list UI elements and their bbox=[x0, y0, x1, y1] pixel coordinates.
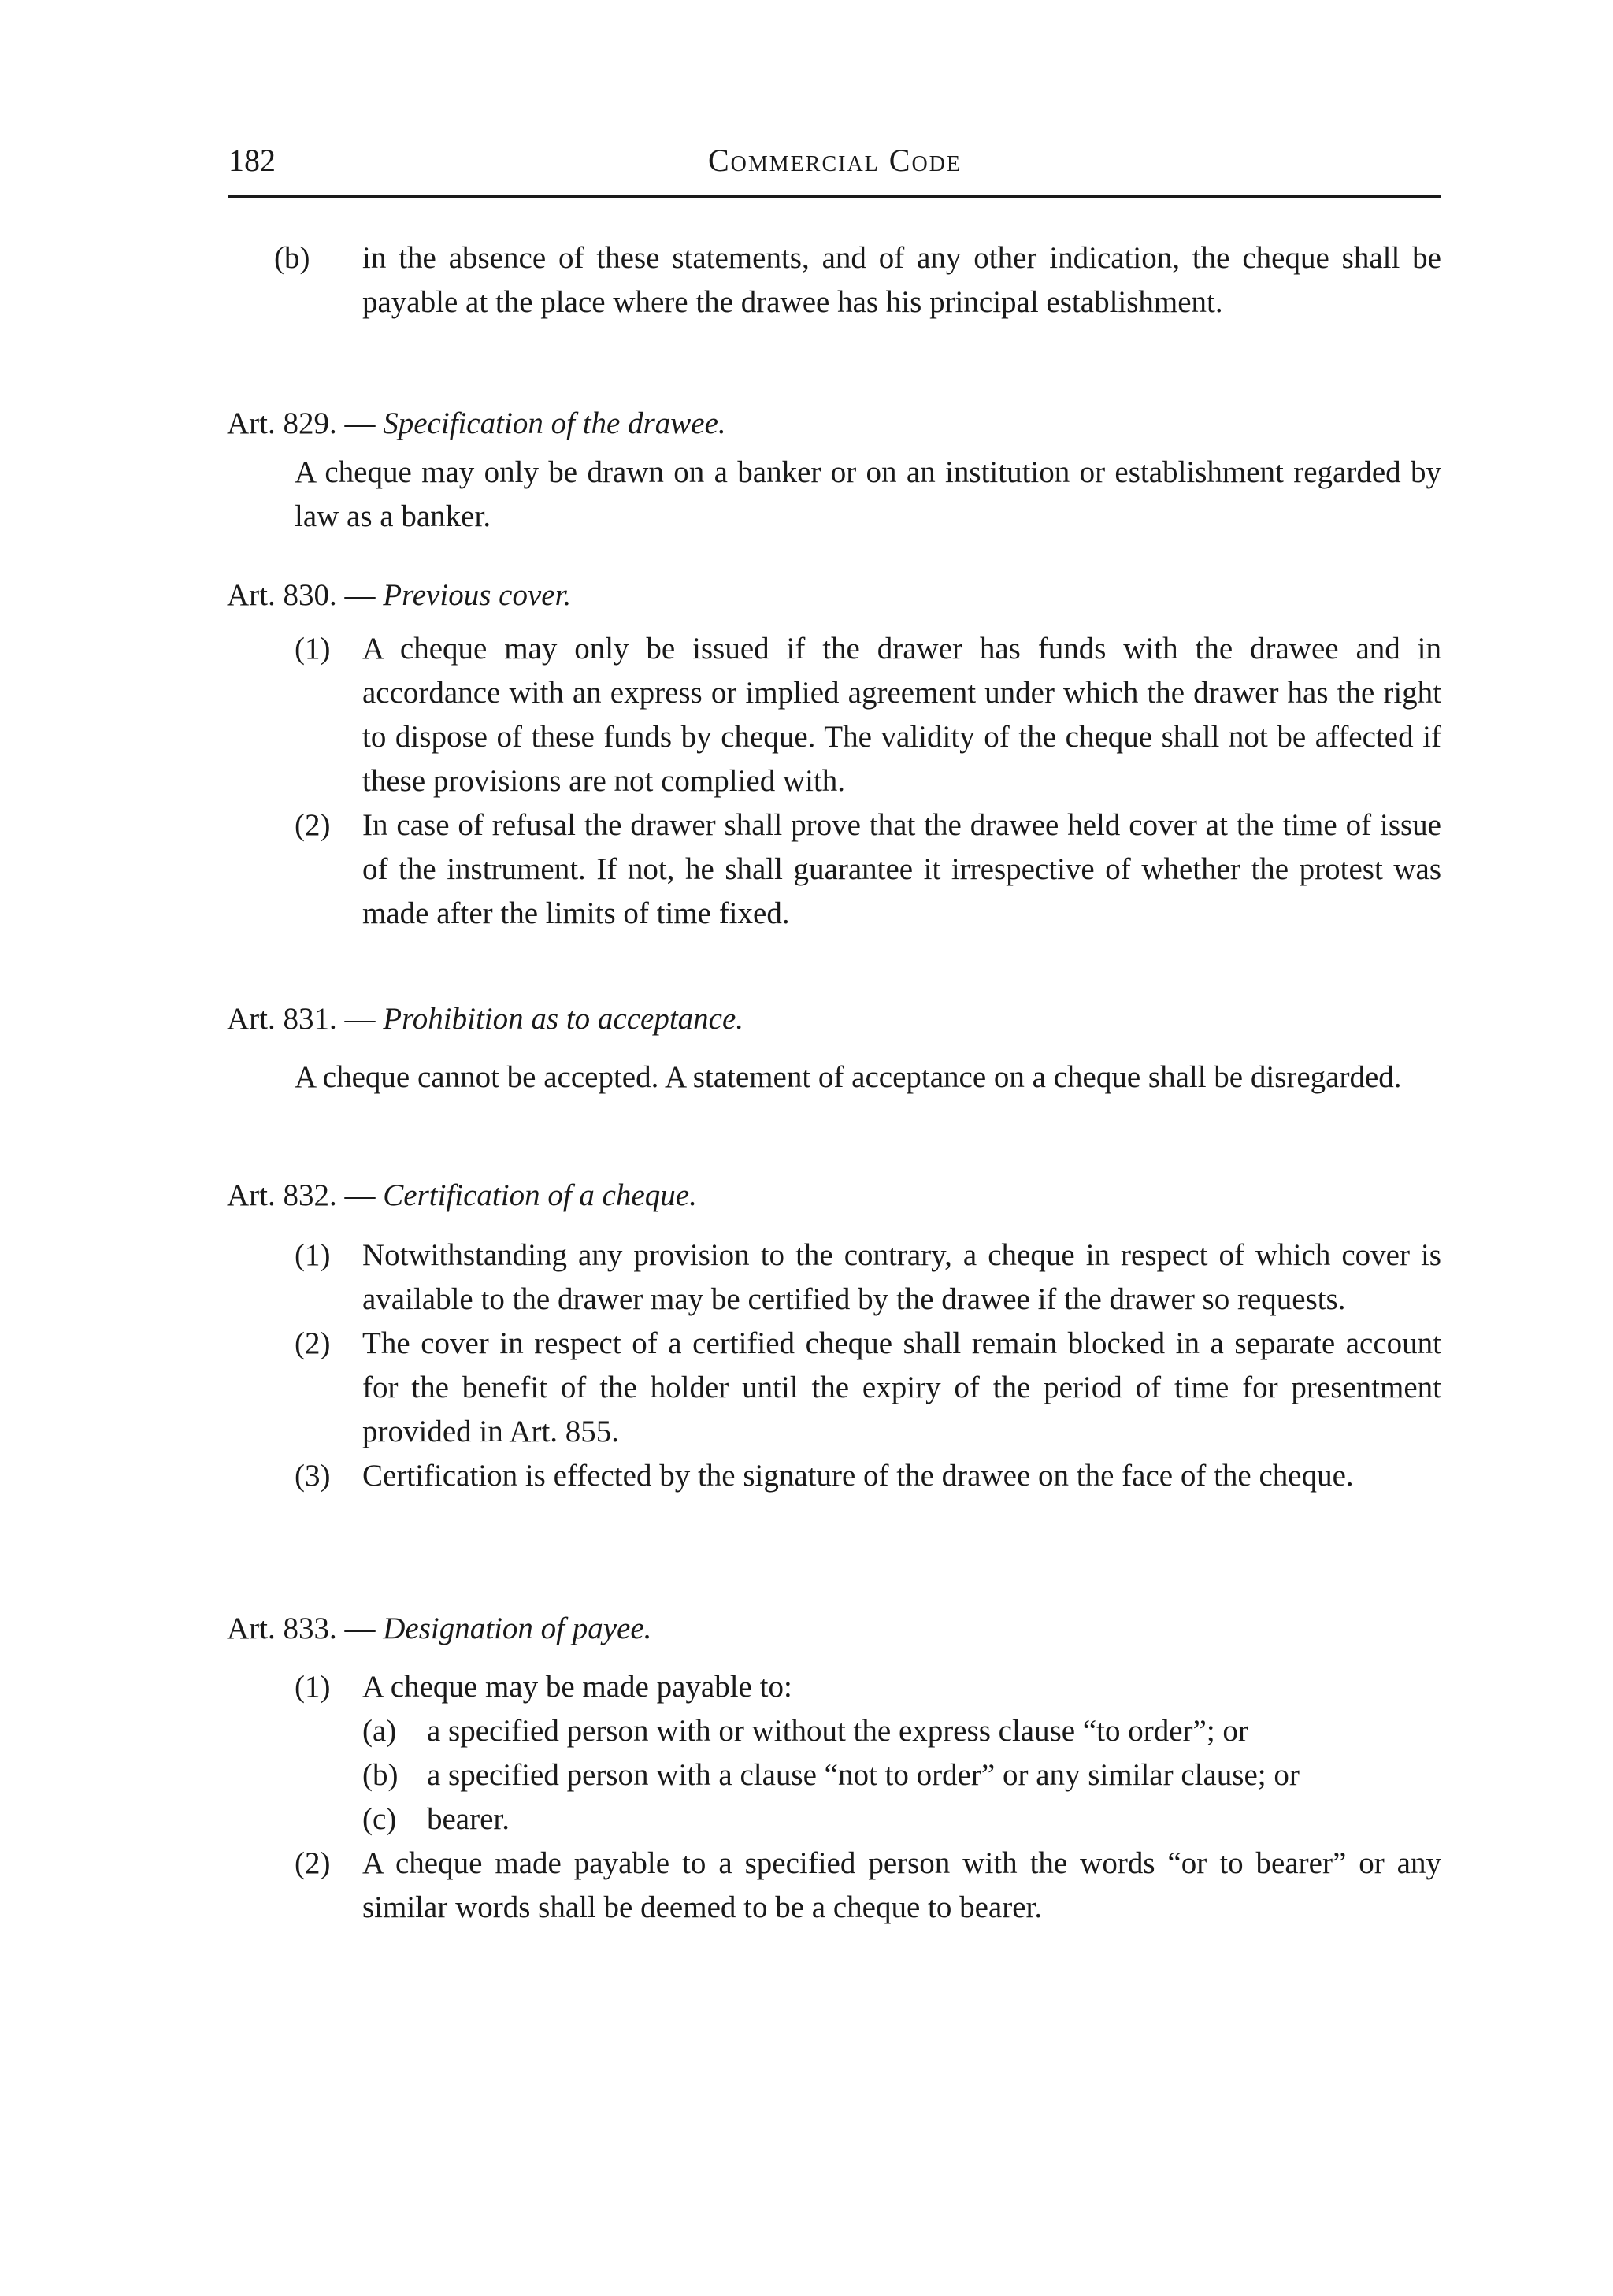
article-number: Art. 831. bbox=[227, 1002, 337, 1036]
article-heading-833 bbox=[227, 1607, 651, 1651]
list-item bbox=[295, 1665, 1441, 1842]
article-heading-831 bbox=[227, 997, 743, 1041]
item-text: A cheque made payable to a specified person with the words “or to bearer” or any similar words shall be deemed to be a cheque to bearer. bbox=[362, 1846, 1441, 1924]
list-item bbox=[295, 1842, 1441, 1930]
item-marker: (2) bbox=[295, 1326, 331, 1360]
article-title: Prohibition as to acceptance. bbox=[383, 1002, 744, 1036]
list-item bbox=[295, 1322, 1441, 1454]
sub-list-item bbox=[362, 1797, 1441, 1842]
article-heading-830 bbox=[227, 573, 571, 618]
sub-list-item bbox=[362, 1753, 1441, 1797]
item-marker: (1) bbox=[295, 632, 331, 666]
article-dash: — bbox=[344, 1612, 376, 1645]
article-title: Certification of a cheque. bbox=[383, 1178, 697, 1212]
article-heading-832 bbox=[227, 1174, 697, 1218]
item-marker: (2) bbox=[295, 1846, 331, 1880]
item-text: In case of refusal the drawer shall prove that the drawee held cover at the time of issue of the instrument. If not, he shall guarantee it irrespective of whether the protest was made after the limits of time fixed. bbox=[362, 808, 1441, 930]
article-number: Art. 832. bbox=[227, 1178, 337, 1212]
intro-item bbox=[274, 236, 1441, 325]
list-item bbox=[295, 1233, 1441, 1322]
item-text: A cheque may be made payable to: bbox=[362, 1670, 792, 1704]
list-item bbox=[295, 627, 1441, 803]
article-title: Specification of the drawee. bbox=[383, 406, 726, 440]
sub-item-text: bearer. bbox=[427, 1802, 510, 1836]
item-text: Notwithstanding any provision to the contrary, a cheque in respect of which cover is available to the drawer may be certified by the drawee if the drawer so requests. bbox=[362, 1238, 1441, 1316]
article-dash: — bbox=[344, 406, 376, 440]
sub-list bbox=[362, 1709, 1441, 1842]
item-marker: (1) bbox=[295, 1670, 331, 1704]
article-title: Previous cover. bbox=[383, 578, 572, 612]
header-rule bbox=[228, 195, 1441, 198]
item-marker: (b) bbox=[274, 241, 310, 275]
sub-item-marker: (a) bbox=[362, 1714, 397, 1748]
article-body-831: A cheque cannot be accepted. A statement of acceptance on a cheque shall be disregarded. bbox=[295, 1060, 1402, 1094]
sub-item-marker: (c) bbox=[362, 1802, 397, 1836]
item-text: A cheque may only be issued if the drawer has funds with the drawee and in accordance with an express or implied agreement under which the drawer has the right to dispose of these funds by cheque. The validity of the cheque shall not be affected if these provisions are not complied with. bbox=[362, 632, 1441, 798]
article-dash: — bbox=[344, 1178, 376, 1212]
list-item bbox=[295, 803, 1441, 936]
item-marker: (1) bbox=[295, 1238, 331, 1272]
sub-item-marker: (b) bbox=[362, 1758, 399, 1792]
article-items-832 bbox=[295, 1233, 1441, 1498]
list-item bbox=[295, 1454, 1441, 1498]
article-body-829: A cheque may only be drawn on a banker or on an institution or establishment regarded by law as a banker. bbox=[295, 455, 1441, 533]
article-title: Designation of payee. bbox=[383, 1612, 652, 1645]
article-heading-829 bbox=[227, 402, 726, 446]
sub-item-text: a specified person with or without the express clause “to order”; or bbox=[427, 1714, 1248, 1748]
article-items-830 bbox=[295, 627, 1441, 936]
article-dash: — bbox=[344, 1002, 376, 1036]
running-title: Commercial Code bbox=[707, 143, 962, 178]
sub-item-text: a specified person with a clause “not to order” or any similar clause; or bbox=[427, 1758, 1300, 1792]
sub-list-item bbox=[362, 1709, 1441, 1753]
item-text: Certification is effected by the signature of the drawee on the face of the cheque. bbox=[362, 1459, 1354, 1493]
item-marker: (3) bbox=[295, 1459, 331, 1493]
article-number: Art. 829. bbox=[227, 406, 337, 440]
item-text: The cover in respect of a certified cheque shall remain blocked in a separate account for the benefit of the holder until the expiry of the period of time for presentment provided in Art. 855. bbox=[362, 1326, 1441, 1448]
page-header bbox=[228, 142, 1441, 189]
item-marker: (2) bbox=[295, 808, 331, 842]
article-number: Art. 833. bbox=[227, 1612, 337, 1645]
article-items-833 bbox=[295, 1665, 1441, 1930]
article-dash: — bbox=[344, 578, 376, 612]
item-text: in the absence of these statements, and of any other indication, the cheque shall be payable at the place where the drawee has his principal establishment. bbox=[362, 241, 1441, 319]
page-number: 182 bbox=[228, 143, 276, 178]
article-number: Art. 830. bbox=[227, 578, 337, 612]
